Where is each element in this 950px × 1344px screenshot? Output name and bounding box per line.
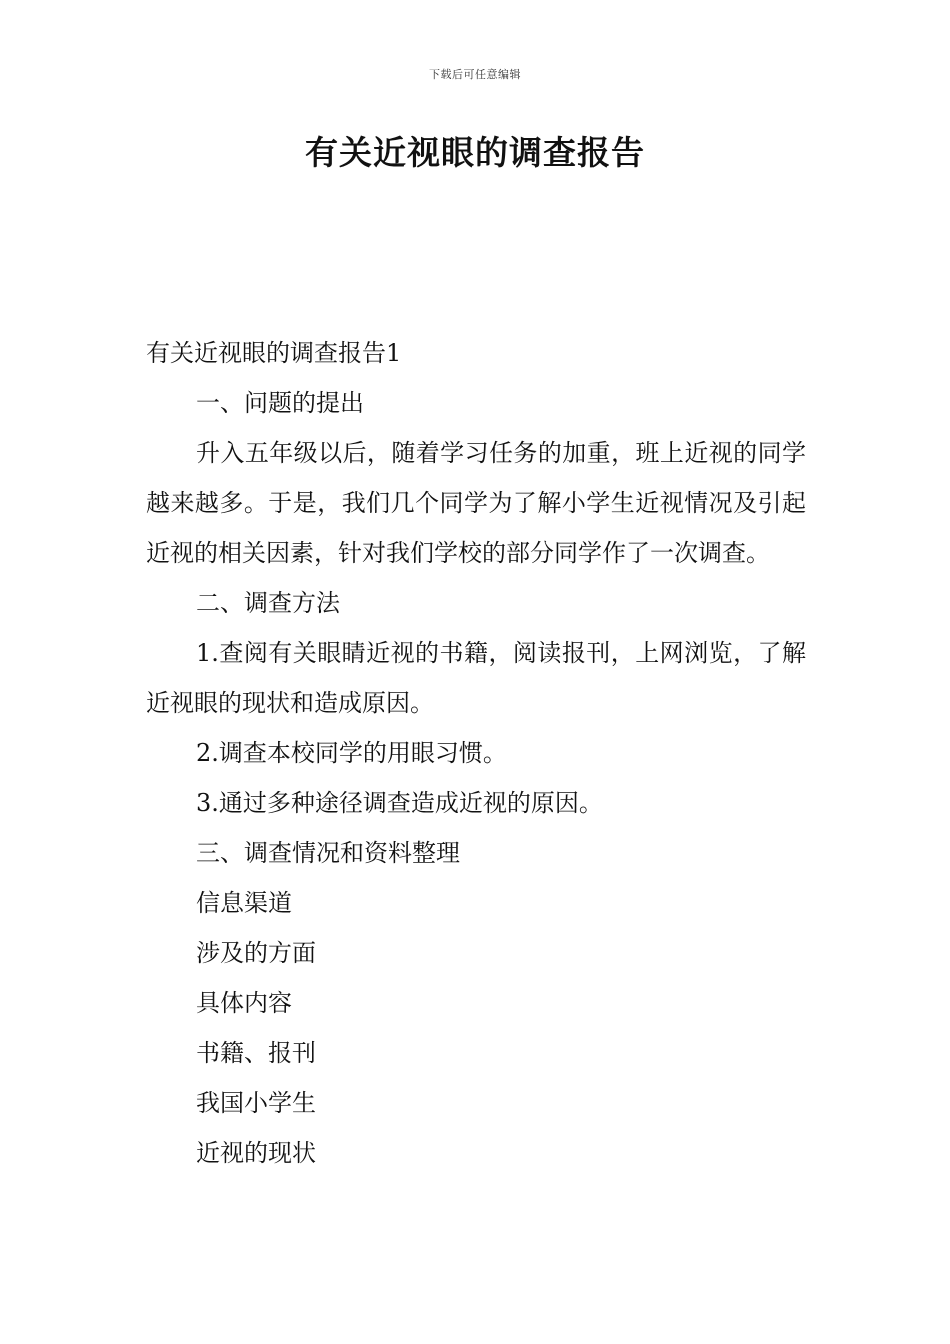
document-body [146,328,806,1178]
table-cell-pupils: 我国小学生 [196,1089,316,1117]
table-cell-aspects: 涉及的方面 [196,939,316,967]
method-item-2: 2.调查本校同学的用眼习惯。 [196,739,507,767]
table-cell-books: 书籍、报刊 [196,1039,316,1067]
section-heading-report-1: 有关近视眼的调查报告1 [146,339,402,367]
table-cell-content: 具体内容 [196,989,292,1017]
method-item-1: 1.查阅有关眼睛近视的书籍，阅读报刊，上网浏览，了解近视眼的现状和造成原因。 [146,639,806,717]
table-cell-info-channel: 信息渠道 [196,889,292,917]
document-title: 有关近视眼的调查报告 [305,133,645,172]
header-note: 下载后可任意编辑 [429,68,521,81]
section-heading-method: 二、调查方法 [196,589,340,617]
method-item-3: 3.通过多种途径调查造成近视的原因。 [196,789,603,817]
table-cell-status: 近视的现状 [196,1139,316,1167]
section-heading-problem: 一、问题的提出 [196,389,364,417]
section-heading-survey: 三、调查情况和资料整理 [196,839,460,867]
paragraph-intro: 升入五年级以后，随着学习任务的加重，班上近视的同学越来越多。于是，我们几个同学为了解小学生近视情况及引起近视的相关因素，针对我们学校的部分同学作了一次调查。 [146,439,806,567]
